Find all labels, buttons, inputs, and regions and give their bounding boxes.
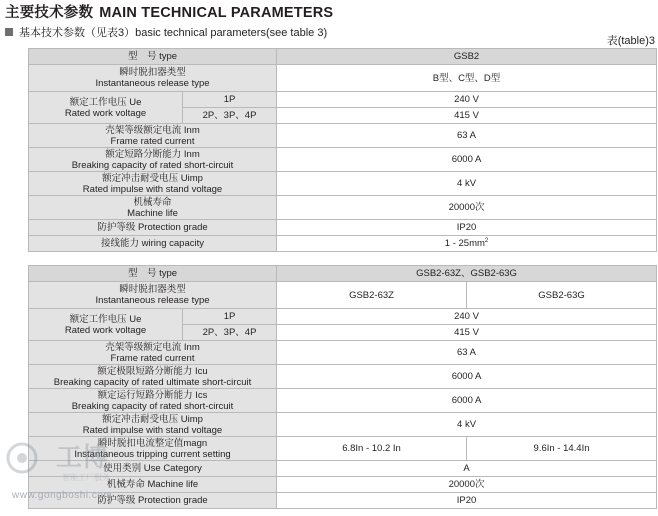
ultimate-value: 6000 A bbox=[277, 365, 657, 389]
pole-1p: 1P bbox=[183, 92, 277, 108]
bullet-square-icon bbox=[5, 28, 13, 36]
tripping-z: 6.8In - 10.2 In bbox=[277, 437, 467, 461]
protection-value: IP20 bbox=[277, 220, 657, 236]
ultimate-label bbox=[29, 365, 277, 389]
wiring-value bbox=[277, 236, 657, 252]
breaking-label bbox=[29, 148, 277, 172]
voltage-en: Rated work voltage bbox=[64, 324, 147, 336]
volt-1p: 240 V bbox=[277, 309, 657, 325]
voltage-label bbox=[29, 92, 183, 124]
release-label bbox=[29, 65, 277, 92]
life-label bbox=[29, 196, 277, 220]
table-row bbox=[29, 365, 657, 389]
spec-table-gsb2 bbox=[28, 48, 657, 252]
table-row bbox=[29, 266, 657, 282]
pole-1p: 1P bbox=[183, 309, 277, 325]
life-value: 20000次 bbox=[277, 196, 657, 220]
title-en: MAIN TECHNICAL PARAMETERS bbox=[99, 5, 334, 21]
impulse-cn: 额定冲击耐受电压 Uimp bbox=[102, 413, 203, 425]
life-value: 20000次 bbox=[277, 477, 657, 493]
frame-cn: 壳架等级额定电流 Inm bbox=[105, 341, 200, 353]
release-en: Instantaneous release type bbox=[95, 78, 210, 89]
table-row bbox=[29, 65, 657, 92]
table-row bbox=[29, 172, 657, 196]
voltage-en: Rated work voltage bbox=[64, 107, 147, 119]
breaking-en: Breaking capacity of rated short-circuit bbox=[71, 159, 234, 171]
impulse-value: 4 kV bbox=[277, 413, 657, 437]
type-value: GSB2-63Z、GSB2-63G bbox=[277, 266, 657, 282]
protection-label: 防护等级 Protection grade bbox=[29, 493, 277, 509]
impulse-label bbox=[29, 172, 277, 196]
release-g: GSB2-63G bbox=[467, 282, 657, 309]
table-row bbox=[29, 309, 657, 325]
frame-label bbox=[29, 124, 277, 148]
wiring-label: 接线能力 wiring capacity bbox=[29, 236, 277, 252]
section-title bbox=[5, 1, 333, 22]
pole-multi: 2P、3P、4P bbox=[183, 325, 277, 341]
release-en: Instantaneous release type bbox=[95, 295, 210, 306]
table-row bbox=[29, 49, 657, 65]
tripping-en: Instantaneous tripping current setting bbox=[74, 448, 231, 460]
impulse-en: Rated impulse with stand voltage bbox=[82, 183, 223, 195]
title-cn: 主要技术参数 bbox=[5, 5, 94, 21]
table-row bbox=[29, 282, 657, 309]
volt-multi: 415 V bbox=[277, 108, 657, 124]
table-tag: 表(table)3 bbox=[606, 35, 655, 47]
tripping-g: 9.6In - 14.4In bbox=[467, 437, 657, 461]
subtitle-text: 基本技术参数（见表3）basic technical parameters(see table 3) bbox=[19, 27, 328, 39]
wiring-value-text: 1 - 25mm bbox=[444, 238, 485, 249]
type-value: GSB2 bbox=[277, 49, 657, 65]
breaking-value: 6000 A bbox=[277, 148, 657, 172]
tripping-cn: 瞬时脱扣电流整定值magn bbox=[97, 437, 208, 449]
table-row bbox=[29, 148, 657, 172]
service-cn: 额定运行短路分断能力 Ics bbox=[97, 389, 208, 401]
watermark-tagline: 智能工厂服务 bbox=[62, 473, 110, 482]
table-row bbox=[29, 389, 657, 413]
watermark-gear-hub bbox=[17, 453, 27, 463]
voltage-cn: 额定工作电压 Ue bbox=[69, 313, 142, 325]
release-value: B型、C型、D型 bbox=[277, 65, 657, 92]
protection-value: IP20 bbox=[277, 493, 657, 509]
voltage-cn: 额定工作电压 Ue bbox=[69, 96, 142, 108]
frame-en: Frame rated current bbox=[110, 135, 195, 147]
service-en: Breaking capacity of rated short-circuit bbox=[71, 400, 234, 412]
release-cn: 瞬时脱扣器类型 bbox=[119, 284, 186, 295]
frame-label bbox=[29, 341, 277, 365]
ultimate-cn: 额定极限短路分断能力 Icu bbox=[97, 365, 208, 377]
category-label: 使用类别 Use Category bbox=[29, 461, 277, 477]
type-label: 型 号 type bbox=[29, 49, 277, 65]
pole-multi: 2P、3P、4P bbox=[183, 108, 277, 124]
impulse-cn: 额定冲击耐受电压 Uimp bbox=[102, 172, 203, 184]
release-cn: 瞬时脱扣器类型 bbox=[119, 67, 186, 78]
subtitle bbox=[5, 24, 327, 40]
frame-en: Frame rated current bbox=[110, 352, 195, 364]
release-z: GSB2-63Z bbox=[277, 282, 467, 309]
volt-multi: 415 V bbox=[277, 325, 657, 341]
table-row bbox=[29, 196, 657, 220]
table-row bbox=[29, 92, 657, 108]
release-label bbox=[29, 282, 277, 309]
impulse-value: 4 kV bbox=[277, 172, 657, 196]
protection-label: 防护等级 Protection grade bbox=[29, 220, 277, 236]
life-label: 机械寿命 Machine life bbox=[29, 477, 277, 493]
life-cn: 机械寿命 bbox=[133, 196, 172, 208]
frame-value: 63 A bbox=[277, 124, 657, 148]
table-row bbox=[29, 341, 657, 365]
wiring-superscript: 2 bbox=[484, 238, 489, 244]
voltage-label bbox=[29, 309, 183, 341]
type-label: 型 号 type bbox=[29, 266, 277, 282]
frame-value: 63 A bbox=[277, 341, 657, 365]
breaking-cn: 额定短路分断能力 Inm bbox=[105, 148, 200, 160]
service-label bbox=[29, 389, 277, 413]
impulse-en: Rated impulse with stand voltage bbox=[82, 424, 223, 436]
ultimate-en: Breaking capacity of rated ultimate short-circuit bbox=[53, 376, 252, 388]
table-row bbox=[29, 220, 657, 236]
table-row bbox=[29, 124, 657, 148]
category-value: A bbox=[277, 461, 657, 477]
volt-1p: 240 V bbox=[277, 92, 657, 108]
table-row bbox=[29, 236, 657, 252]
frame-cn: 壳架等级额定电流 Inm bbox=[105, 124, 200, 136]
watermark-url: www.gongboshi.com bbox=[12, 490, 113, 501]
service-value: 6000 A bbox=[277, 389, 657, 413]
watermark-brand: 工博 bbox=[56, 443, 109, 473]
life-en: Machine life bbox=[127, 207, 178, 219]
